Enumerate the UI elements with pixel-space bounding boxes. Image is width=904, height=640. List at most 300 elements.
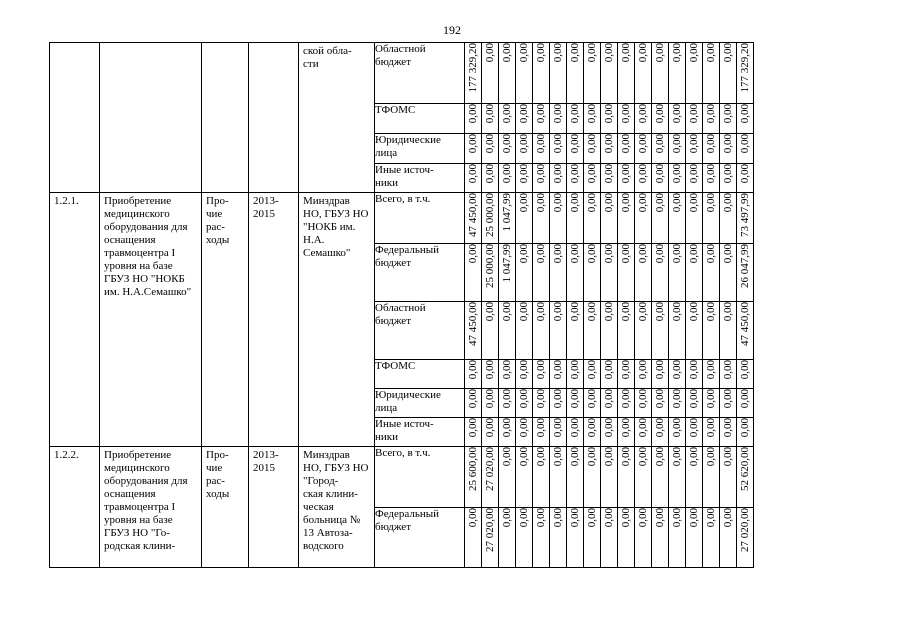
value-text: 0,00	[568, 193, 581, 213]
value-text: 0,00	[483, 43, 496, 63]
value-text: 0,00	[636, 418, 649, 438]
value-cell	[584, 193, 601, 244]
value-text: 0,00	[670, 389, 683, 409]
value-text: 0,00	[483, 134, 496, 154]
value-cell	[686, 43, 703, 104]
value-text: 25 000,00	[483, 244, 496, 288]
value-text: 0,00	[602, 447, 615, 467]
value-text: 0,00	[670, 134, 683, 154]
value-cell	[652, 164, 669, 193]
value-cell	[482, 302, 499, 360]
value-text: 0,00	[517, 508, 530, 528]
value-cell	[635, 389, 652, 418]
value-text: 0,00	[721, 134, 734, 154]
value-cell	[652, 418, 669, 447]
value-text: 0,00	[517, 164, 530, 184]
value-cell	[567, 418, 584, 447]
value-text: 0,00	[534, 418, 547, 438]
item-number	[50, 193, 100, 447]
value-text: 27 020,00	[483, 447, 496, 491]
value-text: 0,00	[500, 447, 513, 467]
item-number	[50, 43, 100, 193]
value-cell	[601, 104, 618, 134]
table-row	[50, 447, 754, 508]
value-text: 0,00	[568, 302, 581, 322]
value-cell	[584, 134, 601, 164]
value-text: 0,00	[483, 360, 496, 380]
value-cell	[499, 389, 516, 418]
value-cell	[482, 418, 499, 447]
value-text: 0,00	[602, 508, 615, 528]
value-cell	[720, 418, 737, 447]
value-cell	[584, 418, 601, 447]
funding-source-label: Федеральный бюджет	[375, 244, 440, 269]
value-text: 47 450,00	[466, 302, 479, 346]
value-cell	[737, 447, 754, 508]
value-cell	[652, 43, 669, 104]
period-text: 2013- 2015	[253, 449, 279, 474]
item-number	[50, 447, 100, 568]
value-text: 0,00	[534, 508, 547, 528]
funding-source-label: Федеральный бюджет	[375, 508, 440, 533]
value-cell	[652, 302, 669, 360]
value-text: 0,00	[602, 43, 615, 63]
value-text: 0,00	[636, 104, 649, 124]
value-text: 0,00	[619, 104, 632, 124]
value-text: 0,00	[534, 193, 547, 213]
value-text: 0,00	[568, 244, 581, 264]
value-cell	[533, 508, 550, 568]
value-text: 0,00	[670, 302, 683, 322]
value-text: 177 329,20	[738, 43, 751, 93]
value-text: 0,00	[517, 418, 530, 438]
value-cell	[465, 389, 482, 418]
value-cell	[601, 418, 618, 447]
value-cell	[567, 164, 584, 193]
value-text: 0,00	[738, 134, 751, 154]
value-cell	[737, 244, 754, 302]
funding-source-label: Областной бюджет	[375, 43, 426, 68]
value-text: 0,00	[687, 193, 700, 213]
value-cell	[618, 134, 635, 164]
value-cell	[618, 360, 635, 389]
value-cell	[550, 134, 567, 164]
value-text: 0,00	[653, 244, 666, 264]
value-cell	[533, 302, 550, 360]
value-cell	[720, 104, 737, 134]
value-cell	[669, 104, 686, 134]
value-text: 0,00	[500, 302, 513, 322]
value-cell	[465, 104, 482, 134]
value-cell	[720, 360, 737, 389]
value-text: 0,00	[466, 134, 479, 154]
value-cell	[737, 134, 754, 164]
value-text: 0,00	[670, 244, 683, 264]
value-text: 0,00	[585, 389, 598, 409]
value-cell	[601, 134, 618, 164]
value-text: 0,00	[704, 508, 717, 528]
value-cell	[533, 447, 550, 508]
value-text: 47 450,00	[738, 302, 751, 346]
value-cell	[550, 43, 567, 104]
value-cell	[516, 244, 533, 302]
value-text: 0,00	[636, 244, 649, 264]
value-cell	[737, 43, 754, 104]
value-cell	[720, 389, 737, 418]
value-cell	[703, 302, 720, 360]
funding-source	[375, 244, 465, 302]
value-text: 0,00	[738, 164, 751, 184]
funding-source	[375, 134, 465, 164]
value-cell	[533, 418, 550, 447]
value-text: 0,00	[704, 244, 717, 264]
value-cell	[567, 302, 584, 360]
funding-source-label: Юридические лица	[375, 134, 441, 159]
value-cell	[482, 508, 499, 568]
value-text: 0,00	[551, 244, 564, 264]
value-text: 0,00	[721, 193, 734, 213]
value-cell	[669, 508, 686, 568]
value-text: 47 450,00	[466, 193, 479, 237]
value-cell	[618, 302, 635, 360]
value-text: 0,00	[670, 447, 683, 467]
value-text: 0,00	[534, 360, 547, 380]
value-text: 0,00	[517, 43, 530, 63]
value-text: 0,00	[466, 418, 479, 438]
value-text: 0,00	[585, 447, 598, 467]
value-text: 0,00	[517, 244, 530, 264]
value-text: 0,00	[483, 302, 496, 322]
value-cell	[516, 389, 533, 418]
value-text: 0,00	[653, 447, 666, 467]
item-description-text	[100, 43, 201, 45]
value-text: 0,00	[738, 418, 751, 438]
value-cell	[482, 193, 499, 244]
value-cell	[584, 244, 601, 302]
value-text: 0,00	[602, 164, 615, 184]
funding-source	[375, 360, 465, 389]
value-text: 0,00	[585, 508, 598, 528]
value-cell	[567, 43, 584, 104]
value-text: 0,00	[687, 134, 700, 154]
value-text: 0,00	[636, 389, 649, 409]
value-cell	[618, 104, 635, 134]
value-text: 0,00	[619, 134, 632, 154]
value-text: 0,00	[500, 418, 513, 438]
value-cell	[737, 418, 754, 447]
funding-source-label: Всего, в т.ч.	[375, 447, 431, 459]
value-text: 0,00	[670, 43, 683, 63]
value-cell	[465, 360, 482, 389]
value-text: 0,00	[551, 134, 564, 154]
value-cell	[482, 360, 499, 389]
value-text: 0,00	[602, 244, 615, 264]
value-text: 0,00	[534, 164, 547, 184]
value-cell	[550, 164, 567, 193]
value-cell	[465, 193, 482, 244]
value-text: 1 047,99	[500, 244, 513, 283]
value-cell	[618, 43, 635, 104]
value-cell	[465, 508, 482, 568]
value-cell	[635, 193, 652, 244]
value-text: 0,00	[534, 43, 547, 63]
value-text: 0,00	[619, 193, 632, 213]
value-text: 0,00	[602, 134, 615, 154]
value-cell	[618, 244, 635, 302]
value-text: 0,00	[585, 244, 598, 264]
value-text: 0,00	[500, 43, 513, 63]
value-text: 73 497,99	[738, 193, 751, 237]
value-cell	[737, 193, 754, 244]
value-text: 0,00	[517, 134, 530, 154]
value-text: 0,00	[687, 389, 700, 409]
value-text: 0,00	[619, 244, 632, 264]
value-cell	[686, 302, 703, 360]
item-number-text: 1.2.2.	[54, 449, 79, 461]
value-cell	[703, 360, 720, 389]
value-cell	[669, 134, 686, 164]
funding-source	[375, 447, 465, 508]
value-cell	[635, 447, 652, 508]
value-cell	[601, 360, 618, 389]
value-cell	[635, 134, 652, 164]
value-text: 0,00	[721, 104, 734, 124]
value-text: 0,00	[670, 360, 683, 380]
value-cell	[703, 418, 720, 447]
value-text: 0,00	[619, 302, 632, 322]
value-text: 0,00	[653, 104, 666, 124]
value-cell	[533, 104, 550, 134]
value-text: 0,00	[551, 43, 564, 63]
value-cell	[703, 104, 720, 134]
value-text: 0,00	[551, 389, 564, 409]
value-cell	[601, 244, 618, 302]
value-text: 0,00	[738, 104, 751, 124]
value-cell	[499, 164, 516, 193]
value-cell	[533, 134, 550, 164]
value-cell	[652, 193, 669, 244]
value-cell	[635, 43, 652, 104]
value-cell	[533, 43, 550, 104]
value-cell	[465, 43, 482, 104]
value-text: 0,00	[551, 193, 564, 213]
value-text: 0,00	[636, 302, 649, 322]
value-text: 0,00	[551, 360, 564, 380]
value-text: 0,00	[636, 508, 649, 528]
value-text: 0,00	[602, 418, 615, 438]
value-text: 0,00	[704, 360, 717, 380]
value-cell	[669, 302, 686, 360]
value-cell	[584, 104, 601, 134]
value-text: 0,00	[466, 360, 479, 380]
item-number-text: 1.2.1.	[54, 195, 79, 207]
value-text: 0,00	[517, 447, 530, 467]
value-cell	[635, 104, 652, 134]
funding-source-label: Иные источ- ники	[375, 418, 434, 443]
value-cell	[686, 164, 703, 193]
value-cell	[533, 389, 550, 418]
value-text: 0,00	[534, 447, 547, 467]
executor-text: Минздрав НО, ГБУЗ НО "НОКБ им. Н.А. Семашко"	[303, 195, 369, 259]
value-text: 0,00	[500, 389, 513, 409]
value-text: 0,00	[653, 360, 666, 380]
value-cell	[686, 389, 703, 418]
value-text: 0,00	[500, 508, 513, 528]
value-text: 0,00	[602, 193, 615, 213]
value-text: 0,00	[466, 389, 479, 409]
value-cell	[686, 104, 703, 134]
value-text: 0,00	[500, 164, 513, 184]
value-cell	[618, 164, 635, 193]
value-cell	[516, 302, 533, 360]
value-text: 25 000,00	[483, 193, 496, 237]
value-text: 0,00	[738, 360, 751, 380]
value-cell	[482, 164, 499, 193]
value-text: 0,00	[619, 164, 632, 184]
value-cell	[686, 418, 703, 447]
value-text: 0,00	[653, 193, 666, 213]
value-cell	[465, 418, 482, 447]
value-text: 0,00	[704, 193, 717, 213]
value-text: 0,00	[534, 134, 547, 154]
value-cell	[550, 302, 567, 360]
value-text: 0,00	[653, 164, 666, 184]
value-text: 0,00	[551, 104, 564, 124]
value-cell	[499, 104, 516, 134]
value-text: 27 020,00	[738, 508, 751, 552]
value-cell	[550, 104, 567, 134]
value-text: 0,00	[670, 418, 683, 438]
value-cell	[584, 302, 601, 360]
funding-source	[375, 418, 465, 447]
value-text: 0,00	[466, 104, 479, 124]
value-cell	[720, 508, 737, 568]
value-cell	[652, 134, 669, 164]
value-cell	[516, 43, 533, 104]
value-text: 0,00	[636, 447, 649, 467]
value-text: 0,00	[568, 389, 581, 409]
value-text: 0,00	[721, 360, 734, 380]
value-text: 0,00	[568, 164, 581, 184]
value-text: 0,00	[721, 302, 734, 322]
value-text: 0,00	[687, 360, 700, 380]
value-cell	[737, 164, 754, 193]
value-cell	[516, 418, 533, 447]
value-cell	[601, 193, 618, 244]
value-cell	[465, 164, 482, 193]
value-cell	[516, 193, 533, 244]
value-cell	[499, 508, 516, 568]
value-cell	[482, 104, 499, 134]
value-cell	[516, 104, 533, 134]
value-cell	[533, 164, 550, 193]
value-text: 0,00	[687, 244, 700, 264]
value-cell	[516, 134, 533, 164]
value-cell	[584, 360, 601, 389]
value-cell	[533, 244, 550, 302]
funding-source	[375, 43, 465, 104]
funding-source-label: ТФОМС	[375, 104, 416, 116]
value-cell	[499, 43, 516, 104]
item-description	[100, 447, 202, 568]
value-text: 0,00	[483, 418, 496, 438]
value-text: 0,00	[585, 104, 598, 124]
value-cell	[669, 447, 686, 508]
value-cell	[635, 418, 652, 447]
value-cell	[635, 244, 652, 302]
value-cell	[703, 164, 720, 193]
value-cell	[482, 134, 499, 164]
value-text: 0,00	[687, 508, 700, 528]
value-cell	[465, 134, 482, 164]
value-cell	[737, 104, 754, 134]
value-cell	[652, 244, 669, 302]
value-text: 0,00	[534, 104, 547, 124]
value-text: 0,00	[585, 418, 598, 438]
value-text: 0,00	[568, 508, 581, 528]
value-cell	[652, 389, 669, 418]
value-text: 0,00	[704, 164, 717, 184]
value-cell	[669, 164, 686, 193]
value-cell	[703, 43, 720, 104]
value-text: 0,00	[551, 508, 564, 528]
value-text: 0,00	[483, 389, 496, 409]
value-cell	[686, 134, 703, 164]
value-text: 0,00	[483, 164, 496, 184]
period	[249, 193, 299, 447]
value-cell	[533, 360, 550, 389]
value-cell	[584, 164, 601, 193]
executor	[299, 43, 375, 193]
expense-type-text: Про- чие рас- ходы	[206, 449, 230, 500]
value-text: 0,00	[721, 43, 734, 63]
value-text: 0,00	[687, 418, 700, 438]
period-text: 2013- 2015	[253, 195, 279, 220]
expense-type	[202, 43, 249, 193]
value-cell	[584, 447, 601, 508]
value-cell	[686, 508, 703, 568]
value-text: 0,00	[534, 244, 547, 264]
value-cell	[618, 447, 635, 508]
expense-type	[202, 193, 249, 447]
value-cell	[703, 389, 720, 418]
value-text: 0,00	[585, 193, 598, 213]
period	[249, 447, 299, 568]
value-cell	[686, 244, 703, 302]
value-cell	[618, 418, 635, 447]
period	[249, 43, 299, 193]
value-text: 0,00	[602, 389, 615, 409]
value-cell	[720, 193, 737, 244]
value-cell	[550, 193, 567, 244]
value-text: 0,00	[534, 389, 547, 409]
value-cell	[516, 164, 533, 193]
value-cell	[550, 360, 567, 389]
value-cell	[703, 447, 720, 508]
value-cell	[567, 508, 584, 568]
value-cell	[601, 447, 618, 508]
value-text: 0,00	[670, 164, 683, 184]
value-text: 0,00	[568, 104, 581, 124]
value-text: 0,00	[585, 360, 598, 380]
value-text: 0,00	[466, 244, 479, 264]
value-text: 0,00	[568, 134, 581, 154]
value-cell	[516, 447, 533, 508]
funding-source-label: Иные источ- ники	[375, 164, 434, 189]
value-cell	[567, 389, 584, 418]
value-cell	[516, 508, 533, 568]
value-cell	[567, 104, 584, 134]
